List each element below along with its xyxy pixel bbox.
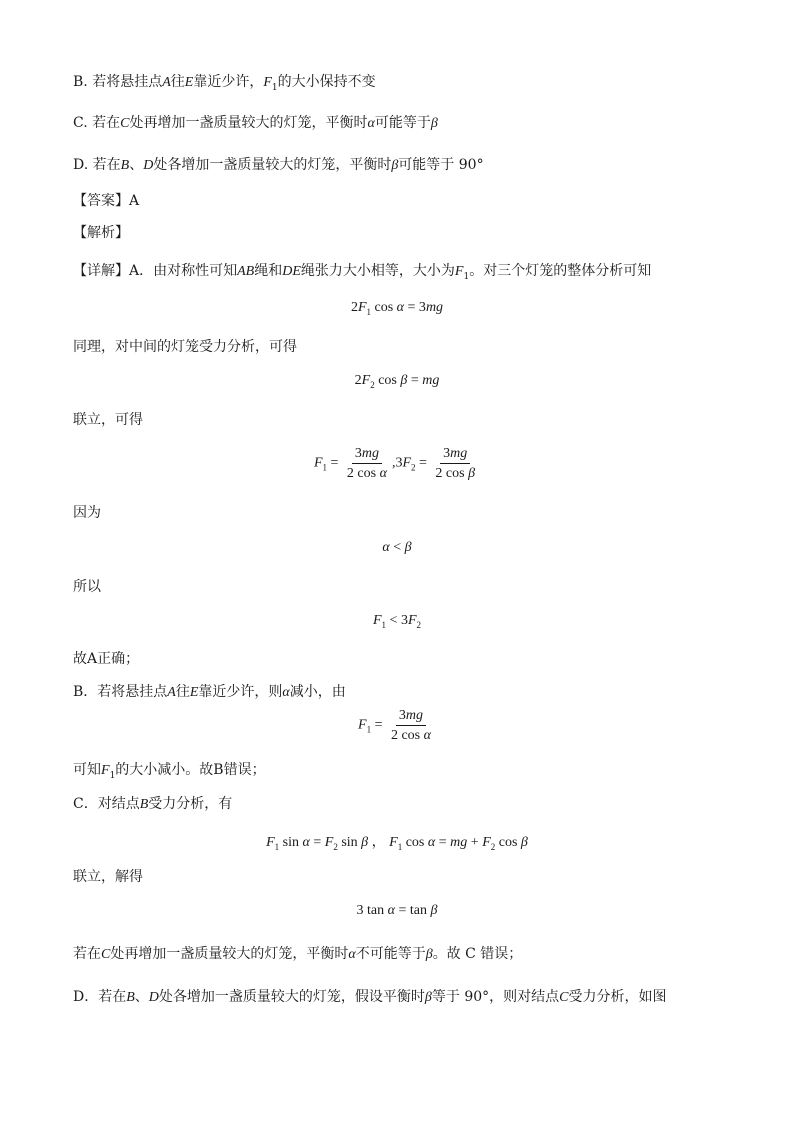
option-d <box>73 156 484 175</box>
text-suoyi: 所以 <box>73 579 101 595</box>
text-c: C．对结点B受力分析，有 <box>73 796 233 812</box>
answer-label: 【答案】A <box>73 193 140 209</box>
equation-6: $F_1$ = $\frac{3mg}{\text{2 cos α}}$ <box>358 708 431 743</box>
equation-3: $F_1$ = $\frac{3mg}{\text{2 cos α}}$ $,3F_2$ = $\frac{3mg}{\text{2 cos β}}$ <box>313 446 476 481</box>
text-b: B．若将悬挂点A往E靠近少许，则α减小，由 <box>73 684 346 700</box>
option-c <box>73 114 438 133</box>
text-d: D．若在B、D处各增加一盏质量较大的灯笼，假设平衡时β等于 90°，则对结点C受力分析，如图 <box>73 989 667 1005</box>
text-lianli2: 联立，解得 <box>73 869 143 885</box>
text-tongli: 同理，对中间的灯笼受力分析，可得 <box>73 339 297 355</box>
detail-intro: 【详解】A．由对称性可知AB绳和DE绳张力大小相等，大小为$F_1$。对三个灯笼的整体分析可知 <box>73 263 652 282</box>
option-b-text: B. 若将悬挂点A往E靠近少许，$F_1$的大小保持不变 <box>73 74 376 93</box>
equation-7: $F_1$ $\sin \alpha = F_2$ sin β ， $F_1$ cos α = mg + $F_2$ cos β <box>266 835 528 852</box>
option-b <box>73 73 376 97</box>
equation-2: $2F_2$ cos β = mg <box>354 373 440 390</box>
text-b2: 可知$F_1$的大小减小。故B错误； <box>73 762 266 781</box>
text-lianli: 联立，可得 <box>73 412 143 428</box>
text-gua: 故A正确； <box>73 651 140 667</box>
text-yinwei: 因为 <box>73 505 101 521</box>
option-d-text: D. 若在B、D处各增加一盏质量较大的灯笼，平衡时β可能等于 90° <box>73 157 484 173</box>
option-c-text: C. 若在C处再增加一盏质量较大的灯笼，平衡时α可能等于β <box>73 115 438 131</box>
equation-8: 3 tan α = tan β <box>356 903 438 918</box>
equation-4: α < β <box>382 540 412 555</box>
equation-1: $2F_1$ cos α = 3mg <box>350 300 444 317</box>
analysis-label: 【解析】 <box>73 225 129 241</box>
equation-5: $F_1 < 3F_2$ <box>372 613 422 630</box>
text-c2: 若在C处再增加一盏质量较大的灯笼，平衡时α不可能等于β。故 C 错误； <box>73 946 523 962</box>
